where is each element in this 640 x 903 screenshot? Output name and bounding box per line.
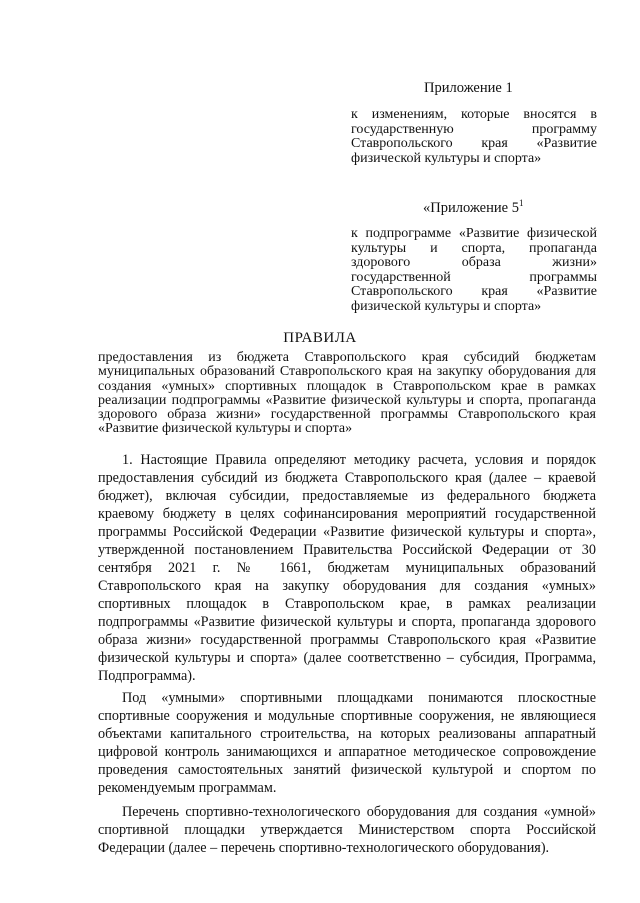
appendix-5-title [423,200,523,217]
appendix-5-title-text: «Приложение 5 [423,200,519,216]
paragraph-2: Под «умными» спортивными площадками понимаются плоскостные спортивные сооружения и модульные спортивные сооружения, не являющиеся объектами капитального строительства, на которых реализованы аппаратный цифровой контроль занимающихся и аппаратное методическое сопровождение проведения самостоятельных занятий физической культурой и спортом по рекомендуемым программам. [98,690,596,796]
appendix-5-subtitle: к подпрограмме «Развитие физической культуры и спорта, пропаганда здорового образа жизни» государственной программы Ставропольского края «Развитие физической культуры и спорта» [351,226,597,314]
paragraph-1: 1. Настоящие Правила определяют методику расчета, условия и порядок предоставления субсидий из бюджета Ставропольского края (далее – краевой бюджет), включая субсидии, предоставляемые из федерального бюджета краевому бюджету в целях софинансирования мероприятий государственной программы Российской Федерации «Развитие физической культуры и спорта», утвержденной постановлением Правительства Российской Федерации от 30 сентября 2021 г. № 1661, бюджетам муниципальных образований Ставропольского края на закупку оборудования для создания «умных» спортивных площадок в Ставропольском крае, в рамках реализации подпрограммы «Развитие физической культуры и спорта, пропаганда здорового образа жизни» государственной программы Ставропольского края «Развитие физической культуры и спорта» (далее соответственно – субсидия, Программа, Подпрограмма). [98,452,596,684]
appendix-1-title: Приложение 1 [424,80,513,96]
appendix-5-superscript: 1 [518,198,524,208]
document-subheading: предоставления из бюджета Ставропольского края субсидий бюджетам муниципальных образований Ставропольского края на закупку оборудования для создания «умных» спортивных площадок в Ставропольском крае в рамках реализации подпрограммы «Развитие физической культуры и спорта, пропаганда здорового образа жизни» государственной программы Ставропольского края «Развитие физической культуры и спорта» [98,350,596,437]
document-body [98,451,596,861]
document-heading: ПРАВИЛА [283,330,357,346]
paragraph-3: Перечень спортивно-технологического оборудования для создания «умной» спортивной площадки утверждается Министерством спорта Российской Федерации (далее – перечень спортивно-технологического оборудования). [98,804,596,856]
appendix-1-subtitle: к изменениям, которые вносятся в государственную программу Ставропольского края «Развитие физической культуры и спорта» [351,107,597,166]
